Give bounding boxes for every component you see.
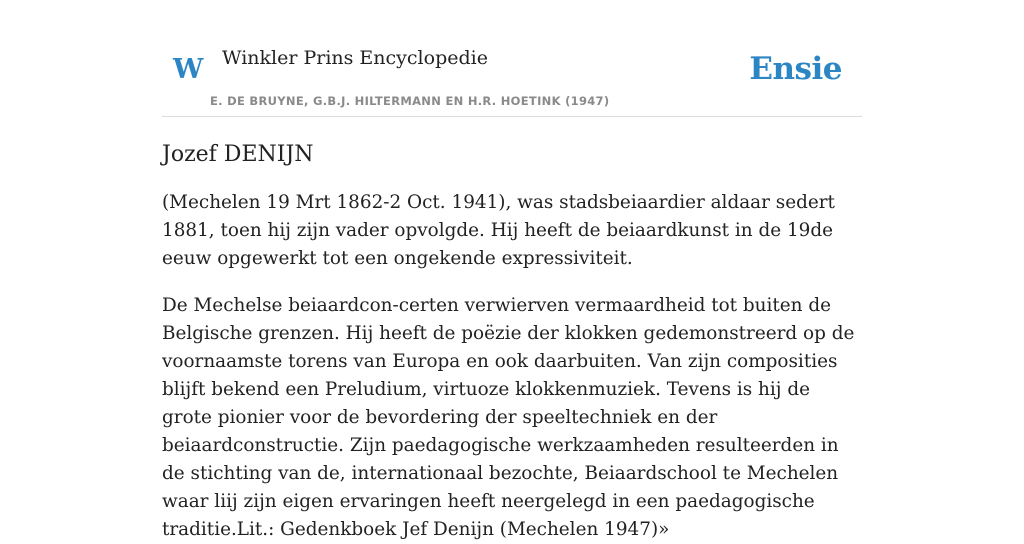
site-brand-logo[interactable]: Ensie: [749, 51, 842, 87]
publication-logo[interactable]: W: [173, 54, 204, 85]
article-title: Jozef DENIJN: [162, 142, 314, 167]
header: [162, 0, 862, 117]
publication-authors: E. DE BRUYNE, G.B.J. HILTERMANN EN H.R. HOETINK (1947): [210, 94, 610, 108]
publication-title[interactable]: Winkler Prins Encyclopedie: [222, 47, 488, 69]
article-paragraph: (Mechelen 19 Mrt 1862-2 Oct. 1941), was stadsbeiaardier aldaar sedert 1881, toen hij zijn vader opvolgde. Hij heeft de beiaardkunst in de 19de eeuw opgewerkt tot een ongekende expressiviteit.: [162, 192, 835, 269]
article-paragraph: De Mechelse beiaardcon-certen verwierven vermaardheid tot buiten de Belgische grenzen. Hij heeft de poëzie der klokken gedemonstreerd op de voornaamste torens van Europa en ook daarbuiten. Van zijn composities blijft bekend een Preludium, virtuoze klokkenmuziek. Tevens is hij de grote pionier voor de bevordering der speeltechniek en der beiaardconstructie. Zijn paedagogische werkzaamheden resulteerden in de stichting van de, internationaal bezochte, Beiaardschool te Mechelen waar liij zijn eigen ervaringen heeft neergelegd in een paedagogische traditie.Lit.: Gedenkboek Jef Denijn (Mechelen 1947)»: [162, 295, 855, 540]
article: [162, 138, 862, 544]
